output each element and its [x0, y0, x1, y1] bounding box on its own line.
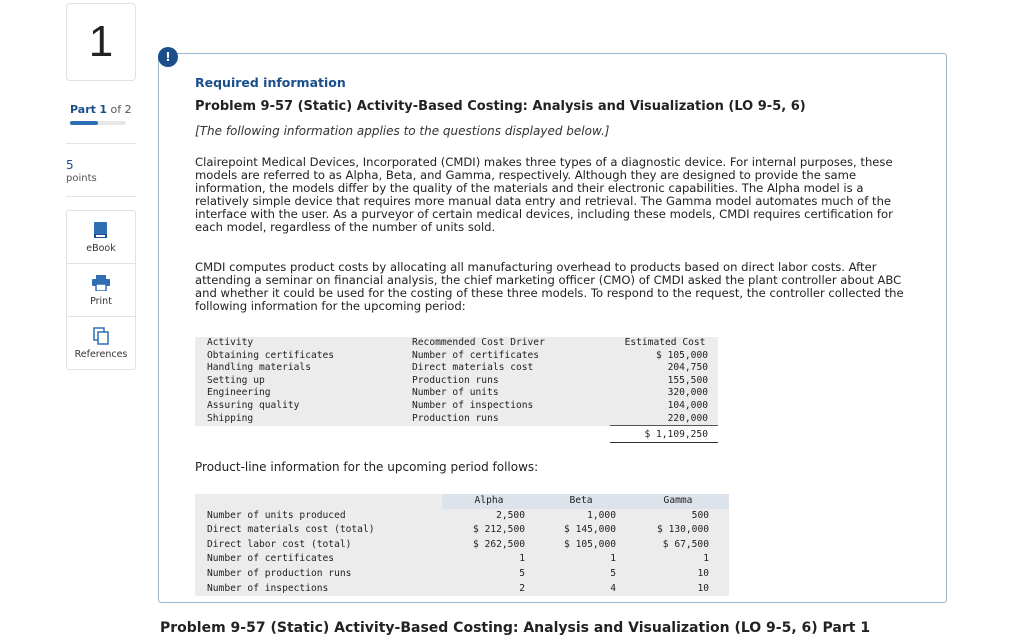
table-row: [195, 582, 729, 597]
question-number: 1: [66, 3, 136, 81]
table-cell: Direct materials cost: [400, 362, 610, 375]
table-row: [195, 552, 729, 567]
printer-icon: [91, 273, 111, 293]
rail-divider: [66, 196, 136, 197]
print-button[interactable]: [67, 264, 135, 317]
table-cell: Direct materials cost (total): [195, 523, 442, 538]
table-row: [195, 523, 729, 538]
table-cell: 2: [442, 582, 535, 597]
points-value: 5: [66, 158, 74, 172]
part-label: Part: [70, 103, 96, 116]
references-label: References: [74, 349, 128, 360]
book-icon: [91, 220, 111, 240]
table-row: [195, 413, 718, 426]
table-row: [195, 538, 729, 553]
table-cell: Assuring quality: [195, 400, 400, 413]
part-indicator: [70, 103, 132, 116]
total-cost: $ 1,109,250: [610, 426, 718, 443]
table-header: Gamma: [626, 494, 729, 509]
table-cell: $ 130,000: [626, 523, 729, 538]
table-cell: 10: [626, 582, 729, 597]
table-cell: 5: [442, 567, 535, 582]
table-header: Estimated Cost: [610, 337, 718, 350]
table-cell: Obtaining certificates: [195, 350, 400, 363]
table-cell: 1: [626, 552, 729, 567]
table-cell: 500: [626, 509, 729, 524]
references-icon: [91, 326, 111, 346]
table-cell: 104,000: [610, 400, 718, 413]
table-cell: Direct labor cost (total): [195, 538, 442, 553]
table-cell: Number of units: [400, 387, 610, 400]
table-header: Beta: [535, 494, 626, 509]
table-header: Recommended Cost Driver: [400, 337, 610, 350]
table-cell: Number of production runs: [195, 567, 442, 582]
table-cell: [195, 426, 400, 443]
instruction-note: [The following information applies to the questions displayed below.]: [195, 124, 610, 138]
table-cell: $ 105,000: [610, 350, 718, 363]
table-cell: $ 262,500: [442, 538, 535, 553]
table-header: Alpha: [442, 494, 535, 509]
table-cell: 155,500: [610, 375, 718, 388]
part-current: 1: [99, 103, 108, 116]
table-row: [195, 567, 729, 582]
intro-paragraph: Clairepoint Medical Devices, Incorporated (CMDI) makes three types of a diagnostic device. For internal purposes, these models are referred to as Alpha, Beta, and Gamma, respectively. Although they are designed to provide the same information, the models differ by the quality of the materials and their electronic capabilities. The Alpha model is a relatively simple device that requires more manual data entry and retrieval. The Gamma model automates much of the interface with the user. As a purveyor of certain medical devices, including these models, CMDI requires certification for each model, regardless of the number of units sold.: [195, 155, 893, 235]
alert-icon: !: [158, 47, 178, 67]
product-line-table: [195, 494, 729, 596]
table-cell: Handling materials: [195, 362, 400, 375]
part-progress-bar: [70, 121, 126, 125]
table-cell: 4: [535, 582, 626, 597]
table-cell: Number of certificates: [400, 350, 610, 363]
tools-panel: [66, 210, 136, 370]
table-cell: Production runs: [400, 375, 610, 388]
table-cell: Number of inspections: [195, 582, 442, 597]
ebook-button[interactable]: [67, 211, 135, 264]
table-header-row: [195, 494, 729, 509]
table-cell: Number of certificates: [195, 552, 442, 567]
table-cell: Shipping: [195, 413, 400, 426]
table-row: [195, 509, 729, 524]
table-cell: Production runs: [400, 413, 610, 426]
table-cell: Number of units produced: [195, 509, 442, 524]
table-cell: Engineering: [195, 387, 400, 400]
table-cell: $ 105,000: [535, 538, 626, 553]
table-cell: 320,000: [610, 387, 718, 400]
table-cell: 5: [535, 567, 626, 582]
print-label: Print: [90, 296, 112, 307]
part-of: of 2: [110, 103, 132, 116]
table-row: [195, 387, 718, 400]
points-label: points: [66, 173, 97, 184]
table-total-row: [195, 426, 718, 443]
table-row: [195, 400, 718, 413]
table-header: [195, 494, 442, 509]
table-cell: 2,500: [442, 509, 535, 524]
table-row: [195, 375, 718, 388]
table-cell: 10: [626, 567, 729, 582]
part-progress-fill: [70, 121, 98, 125]
table-row: [195, 362, 718, 375]
cost-paragraph: CMDI computes product costs by allocating all manufacturing overhead to products based on direct labor costs. After attending a seminar on financial analysis, the chief marketing officer (CMO) of CMDI asked the plant controller about ABC and whether it could be used for the costing of these three models. To respond to the request, the controller collected the following information for the upcoming period:: [195, 260, 904, 314]
table-cell: 1: [442, 552, 535, 567]
problem-title: Problem 9-57 (Static) Activity-Based Costing: Analysis and Visualization (LO 9-5, 6): [195, 99, 806, 114]
table-header: Activity: [195, 337, 400, 350]
table-cell: $ 212,500: [442, 523, 535, 538]
activity-table: [195, 337, 718, 443]
table-header-row: [195, 337, 718, 350]
table-cell: 220,000: [610, 413, 718, 426]
table-cell: 204,750: [610, 362, 718, 375]
required-heading: Required information: [195, 75, 346, 90]
table-row: [195, 350, 718, 363]
table-cell: [400, 426, 610, 443]
references-button[interactable]: [67, 317, 135, 369]
required-info-panel: [158, 53, 947, 603]
rail-divider: [66, 143, 136, 144]
part-title: Problem 9-57 (Static) Activity-Based Costing: Analysis and Visualization (LO 9-5, 6) Part 1: [160, 620, 871, 636]
table-cell: Setting up: [195, 375, 400, 388]
table-cell: $ 67,500: [626, 538, 729, 553]
ebook-label: eBook: [86, 243, 116, 254]
product-line-intro: Product-line information for the upcoming period follows:: [195, 460, 539, 474]
table-cell: 1: [535, 552, 626, 567]
table-cell: $ 145,000: [535, 523, 626, 538]
table-cell: 1,000: [535, 509, 626, 524]
table-cell: Number of inspections: [400, 400, 610, 413]
